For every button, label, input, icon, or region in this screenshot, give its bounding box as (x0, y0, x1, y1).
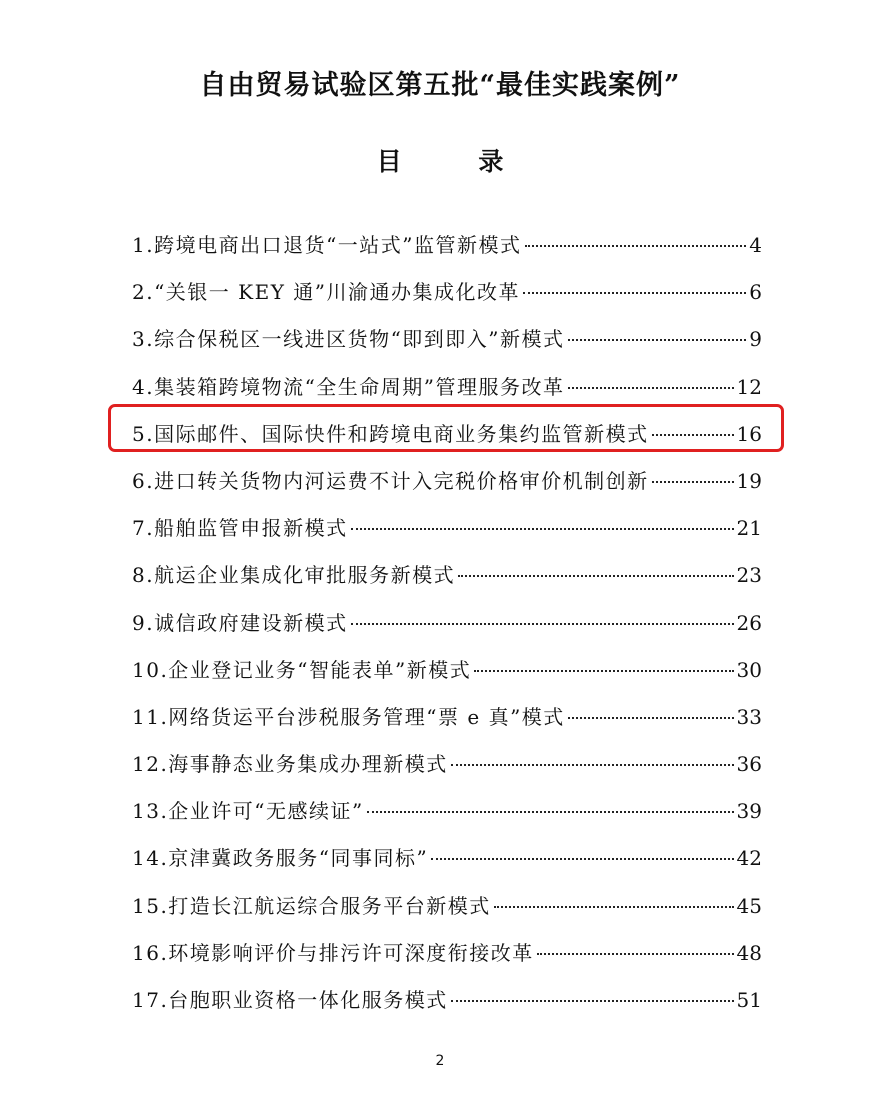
dot-leader (451, 1000, 734, 1002)
dot-leader (351, 528, 734, 530)
toc-entry-page: 6 (749, 280, 762, 305)
page-number: 2 (435, 1053, 445, 1069)
toc-entry-8[interactable] (132, 555, 762, 602)
toc-entry-title: 8.航运企业集成化审批服务新模式 (132, 563, 456, 588)
toc-entry-page: 26 (736, 610, 762, 635)
toc-entry-page: 4 (749, 233, 762, 257)
toc-entry-title: 15.打造长江航运综合服务平台新模式 (132, 893, 491, 918)
toc-entry-17[interactable] (132, 980, 762, 1027)
dot-leader (652, 481, 734, 483)
dot-leader (523, 292, 746, 294)
dot-leader (568, 339, 747, 341)
toc-entry-16[interactable] (132, 933, 762, 980)
toc-entry-page: 9 (749, 327, 762, 352)
toc-entry-page: 36 (736, 752, 762, 777)
toc-entry-page: 30 (736, 657, 762, 682)
toc-entry-title: 3.综合保税区一线进区货物“即到即入”新模式 (132, 327, 565, 352)
dot-leader (451, 764, 734, 766)
dot-leader (351, 623, 734, 625)
toc-entry-page: 45 (736, 893, 762, 918)
toc-entry-3[interactable] (132, 319, 762, 366)
toc-entry-title: 17.台胞职业资格一体化服务模式 (132, 988, 448, 1012)
toc-entry-title: 7.船舶监管申报新模式 (132, 516, 348, 541)
toc-entry-6[interactable] (132, 461, 762, 508)
toc-entry-title: 1.跨境电商出口退货“一站式”监管新模式 (132, 233, 522, 257)
toc-entry-page: 42 (736, 846, 762, 871)
toc-entry-title: 11.网络货运平台涉税服务管理“票 e 真”模式 (132, 704, 565, 729)
toc-entry-page: 33 (736, 704, 762, 729)
toc-entry-page: 21 (736, 516, 762, 541)
toc-entry-page: 12 (736, 374, 762, 399)
toc-entry-title: 13.企业许可“无感续证” (132, 799, 364, 824)
toc-entry-12[interactable] (132, 744, 762, 791)
dot-leader (458, 575, 733, 577)
toc-entry-1[interactable] (132, 225, 762, 272)
toc-entry-page: 48 (736, 940, 762, 965)
toc-entry-page: 19 (736, 468, 762, 493)
toc-entry-7[interactable] (132, 508, 762, 555)
dot-leader (537, 953, 734, 955)
toc-entry-11[interactable] (132, 697, 762, 744)
dot-leader (431, 858, 733, 860)
toc-entry-title: 6.进口转关货物内河运费不计入完税价格审价机制创新 (132, 468, 649, 493)
toc-entry-title: 16.环境影响评价与排污许可深度衔接改革 (132, 940, 534, 965)
toc-entry-title: 9.诚信政府建设新模式 (132, 610, 348, 635)
toc-entry-13[interactable] (132, 791, 762, 838)
dot-leader (525, 245, 747, 247)
document-title: 自由贸易试验区第五批“最佳实践案例” (199, 70, 681, 101)
toc-entry-title: 2.“关银一 KEY 通”川渝通办集成化改革 (132, 280, 520, 305)
toc-entry-title: 12.海事静态业务集成办理新模式 (132, 752, 448, 777)
toc-entry-page: 23 (736, 563, 762, 588)
toc-entry-page: 51 (736, 988, 762, 1012)
toc-entry-title: 10.企业登记业务“智能表单”新模式 (132, 657, 472, 682)
toc-entry-2[interactable] (132, 272, 762, 319)
toc-entry-page: 16 (736, 421, 762, 446)
toc-entry-9[interactable] (132, 603, 762, 650)
toc-list (132, 225, 762, 1027)
toc-entry-title: 4.集装箱跨境物流“全生命周期”管理服务改革 (132, 374, 565, 399)
toc-entry-15[interactable] (132, 886, 762, 933)
dot-leader (474, 670, 733, 672)
toc-entry-title: 5.国际邮件、国际快件和跨境电商业务集约监管新模式 (132, 421, 649, 446)
dot-leader (568, 717, 734, 719)
toc-entry-14[interactable] (132, 838, 762, 885)
toc-entry-page: 39 (736, 799, 762, 824)
toc-heading: 目 录 (376, 147, 538, 176)
dot-leader (367, 811, 734, 813)
dot-leader (568, 387, 734, 389)
dot-leader (494, 906, 734, 908)
toc-entry-10[interactable] (132, 650, 762, 697)
toc-entry-title: 14.京津冀政务服务“同事同标” (132, 846, 429, 871)
highlight-box (108, 404, 784, 452)
